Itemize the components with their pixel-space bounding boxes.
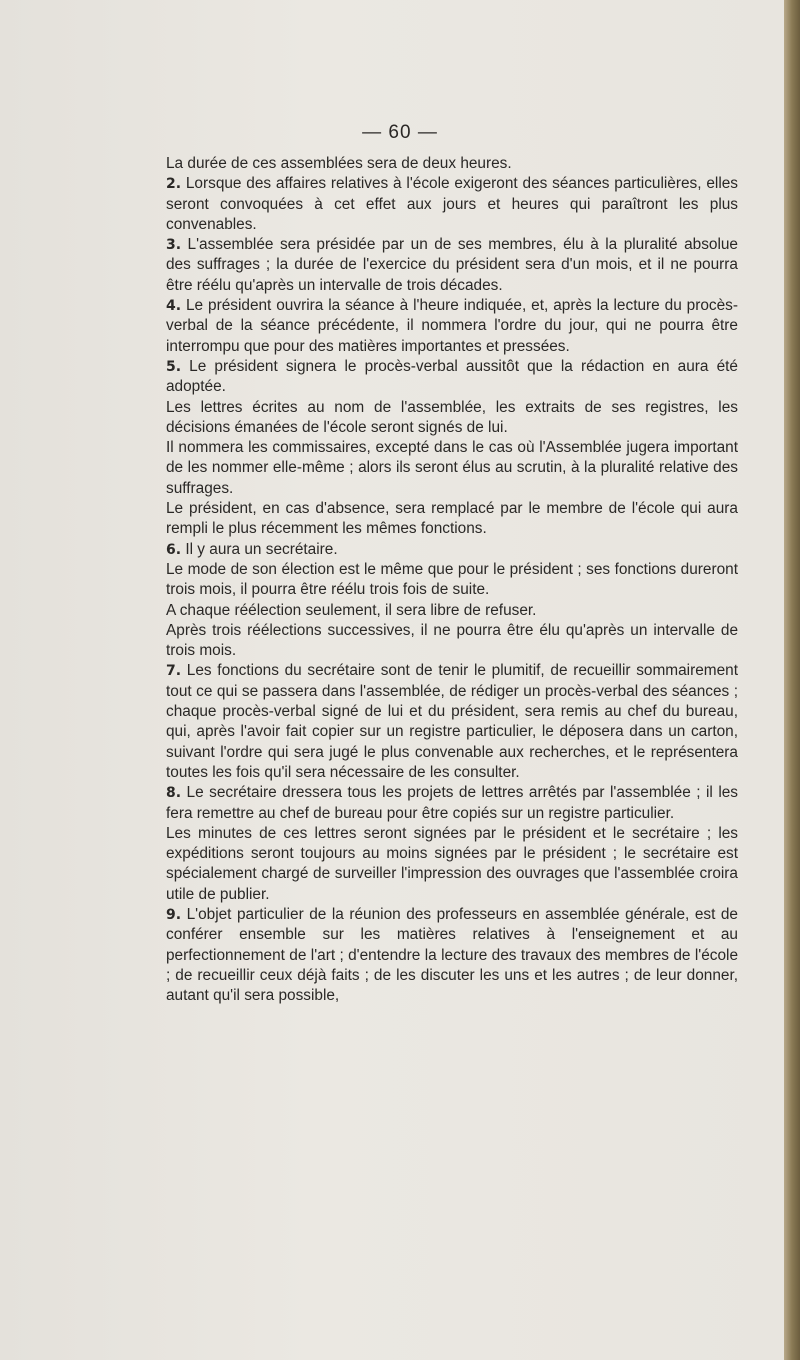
body-text [166, 154, 738, 1006]
paragraph-text: A chaque réélection seulement, il sera libre de refuser. [166, 601, 537, 619]
paragraph-text: Les lettres écrites au nom de l'assemblée, les extraits de ses registres, les décisions émanées de l'école seront signés de lui. [166, 398, 738, 436]
page-number: — 60 — [362, 122, 438, 143]
paragraph-text: L'assemblée sera présidée par un de ses membres, élu à la pluralité absolue des suffrages ; la durée de l'exercice du président sera d'un mois, et il ne pourra être réélu qu'après un intervalle de trois décades. [166, 236, 738, 294]
paragraph [166, 783, 738, 824]
paragraph-text: Le président ouvrira la séance à l'heure indiquée, et, après la lecture du procès-verbal de la séance précédente, il nommera l'ordre du jour, qui ne pourra être interrompu que pour des matières importantes et pressées. [166, 297, 738, 355]
paragraph-text: Le secrétaire dressera tous les projets de lettres arrêtés par l'assemblée ; il les fera remettre au chef de bureau pour être copiés sur un registre particulier. [166, 784, 738, 822]
paragraph [166, 601, 738, 621]
paragraph [166, 357, 738, 398]
paragraph [166, 661, 738, 783]
paragraph [166, 499, 738, 540]
paragraph [166, 438, 738, 499]
paragraph [166, 540, 738, 560]
paragraph-text: Le mode de son élection est le même que pour le président ; ses fonctions dureront trois mois, il pourra être réélu trois fois de suite. [166, 560, 738, 599]
book-spine-edge [784, 0, 800, 1360]
paragraph-text: Après trois réélections successives, il ne pourra être élu qu'après un intervalle de trois mois. [166, 621, 738, 660]
paragraph-text: Lorsque des affaires relatives à l'école exigeront des séances particulières, elles seront convoquées à cet effet aux jours et heures qui paraîtront les plus convenables. [166, 175, 738, 233]
article-number: 7. [166, 663, 182, 680]
article-number: 2. [166, 176, 182, 193]
paragraph-text: La durée de ces assemblées sera de deux heures. [166, 155, 512, 172]
article-number: 8. [166, 785, 182, 802]
paragraph-text: Il nommera les commissaires, excepté dans le cas où l'Assemblée jugera important de les nommer elle-même ; alors ils seront élus au scrutin, à la pluralité relative des suffrages. [166, 439, 738, 497]
paragraph-text: Les minutes de ces lettres seront signées par le président et le secrétaire ; les expéditions seront toujours au moins signées par le président ; le secrétaire est spécialement chargé de surveiller l'impression des ouvrages que l'assemblée croira utile de publier. [166, 824, 738, 903]
paragraph-text: Les fonctions du secrétaire sont de tenir le plumitif, de recueillir sommairement tout ce qui se passera dans l'assemblée, de rédiger un procès-verbal des séances ; chaque procès-verbal signé de lui et du président, sera remis au chef du bureau, qui, après l'avoir fait copier sur un registre particulier, le déposera dans un carton, suivant l'ordre qui sera jugé le plus convenable aux recherches, et le représentera toutes les fois qu'il sera nécessaire de les consulter. [166, 662, 738, 781]
paragraph-text: Le président signera le procès-verbal aussitôt que la rédaction en aura été adoptée. [166, 357, 738, 396]
paragraph [166, 235, 738, 296]
article-number: 4. [166, 298, 182, 315]
paragraph-text: Le président, en cas d'absence, sera remplacé par le membre de l'école qui aura rempli le plus récemment les mêmes fonctions. [166, 500, 738, 538]
article-number: 6. [166, 541, 182, 558]
paragraph-text: L'objet particulier de la réunion des professeurs en assemblée générale, est de conférer ensemble sur les matières relatives à l'enseignement et au perfectionnement de l'art ; d'entendre la lecture des travaux des membres de l'école ; de recueillir ceux déjà faits ; de les discuter les uns et les autres ; de leur donner, autant qu'il sera possible, [166, 905, 738, 1005]
article-number: 5. [166, 358, 182, 375]
paragraph [166, 824, 738, 905]
paragraph [166, 174, 738, 235]
paragraph [166, 621, 738, 662]
paragraph [166, 154, 738, 174]
paragraph [166, 560, 738, 601]
paragraph [166, 398, 738, 439]
paragraph-text: Il y aura un secrétaire. [181, 540, 338, 558]
paragraph [166, 905, 738, 1006]
article-number: 9. [166, 906, 182, 923]
article-number: 3. [166, 237, 182, 254]
paragraph [166, 296, 738, 357]
